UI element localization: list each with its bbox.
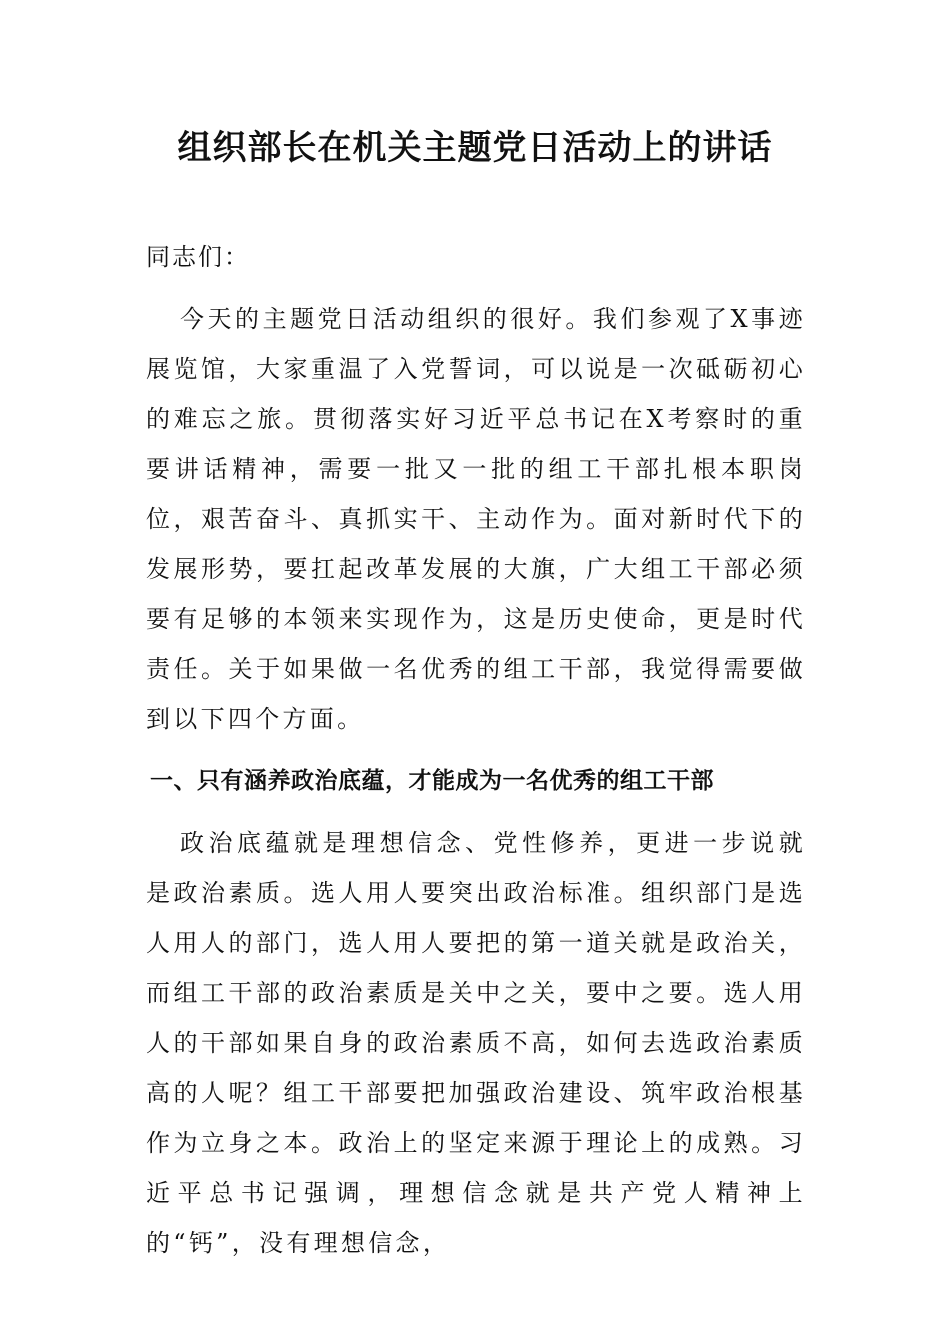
document-title: 组织部长在机关主题党日活动上的讲话 (177, 128, 773, 168)
spacer (146, 282, 806, 294)
salutation: 同志们： (146, 243, 250, 271)
spacer (146, 744, 806, 756)
paragraph-section-1: 政治底蕴就是理想信念、党性修养，更进一步说就是政治素质。选人用人要突出政治标准。组织部门是选人用人的部门，选人用人要把的第一道关就是政治关，而组工干部的政治素质是关中之关，要中之要。选人用人的干部如果自身的政治素质不高，如何去选政治素质高的人呢？组工干部要把加强政治建设、筑牢政治根基作为立身之本。政治上的坚定来源于理论上的成熟。习近平总书记强调，理想信念就是共产党人精神上的“钙”，没有理想信念， (146, 829, 806, 1257)
paragraph-intro: 今天的主题党日活动组织的很好。我们参观了X事迹展览馆，大家重温了入党誓词，可以说是一次砥砺初心的难忘之旅。贯彻落实好习近平总书记在X考察时的重要讲话精神，需要一批又一批的组工干部扎根本职岗位，艰苦奋斗、真抓实干、主动作为。面对新时代下的发展形势，要扛起改革发展的大旗，广大组工干部必须要有足够的本领来实现作为，这是历史使命，更是时代责任。关于如果做一名优秀的组工干部，我觉得需要做到以下四个方面。 (146, 305, 806, 733)
section-heading-1: 一、只有涵养政治底蕴，才能成为一名优秀的组工干部 (150, 768, 714, 794)
spacer (146, 806, 806, 818)
document-body (146, 232, 806, 1268)
